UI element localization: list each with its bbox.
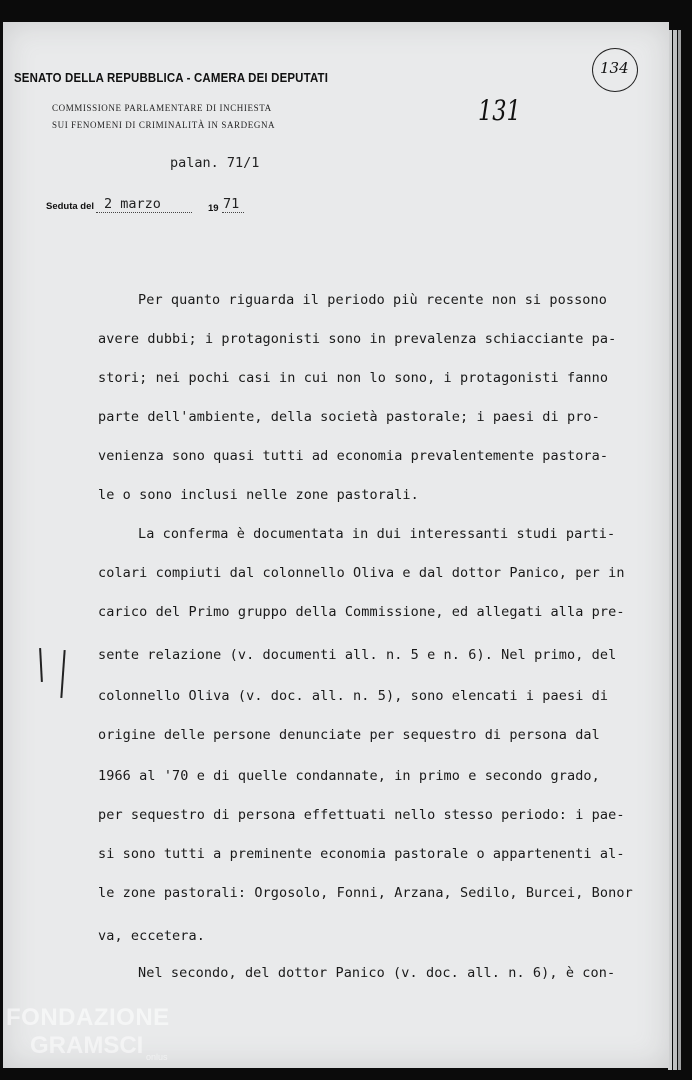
institution-header: SENATO DELLA REPUBBLICA - CAMERA DEI DEPUTATI	[14, 70, 329, 85]
watermark-line-3: onlus	[146, 1052, 168, 1062]
body-line: origine delle persone denunciate per sequestro di persona dal	[98, 727, 600, 743]
seduta-date: 2 marzo	[104, 196, 161, 212]
body-line: le o sono inclusi nelle zone pastorali.	[98, 487, 419, 503]
body-line: venienza sono quasi tutti ad economia prevalentemente pastora-	[98, 448, 609, 464]
body-line: va, eccetera.	[98, 928, 205, 944]
body-line: carico del Primo gruppo della Commissione, ed allegati alla pre-	[98, 604, 625, 620]
year-prefix: 19	[208, 203, 219, 214]
body-line: stori; nei pochi casi in cui non lo sono, i protagonisti fanno	[98, 370, 609, 386]
seduta-label: Seduta del	[46, 201, 95, 212]
body-line: La conferma è documentata in dui interessanti studi parti-	[138, 526, 616, 542]
handwritten-page-number: 131	[478, 94, 521, 127]
body-line: colonnello Oliva (v. doc. all. n. 5), sono elencati i paesi di	[98, 688, 609, 704]
document-page	[3, 22, 669, 1068]
commission-line-1: COMMISSIONE PARLAMENTARE DI INCHIESTA	[52, 103, 272, 113]
body-line: sente relazione (v. documenti all. n. 5 e n. 6). Nel primo, del	[98, 647, 617, 663]
body-line: avere dubbi; i protagonisti sono in prevalenza schiacciante pa-	[98, 331, 617, 347]
commission-line-2: SUI FENOMENI DI CRIMINALITÀ IN SARDEGNA	[52, 120, 276, 130]
watermark-line-2: GRAMSCI	[30, 1032, 144, 1059]
page-edge	[673, 30, 677, 1070]
date-dotted-line	[96, 212, 192, 213]
body-line: le zone pastorali: Orgosolo, Fonni, Arzana, Sedilo, Burcei, Bonor	[98, 885, 633, 901]
year-dotted-line	[222, 212, 244, 213]
body-line: colari compiuti dal colonnello Oliva e dal dottor Panico, per in	[98, 565, 625, 581]
body-line: per sequestro di persona effettuati nello stesso periodo: i pae-	[98, 807, 625, 823]
body-line: Per quanto riguarda il periodo più recente non si possono	[138, 292, 607, 308]
body-line: parte dell'ambiente, della società pastorale; i paesi di pro-	[98, 409, 600, 425]
year-suffix: 71	[223, 196, 240, 212]
circled-number-text: 134	[600, 59, 629, 77]
body-line: Nel secondo, del dottor Panico (v. doc. all. n. 6), è con-	[138, 965, 616, 981]
page-edge	[678, 30, 681, 1070]
body-line: si sono tutti a preminente economia pastorale o appartenenti al-	[98, 846, 625, 862]
watermark-line-1: FONDAZIONE	[6, 1004, 170, 1031]
body-line: 1966 al '70 e di quelle condannate, in primo e secondo grado,	[98, 768, 600, 784]
circled-page-number	[592, 48, 638, 92]
protocol-number: palan. 71/1	[170, 155, 260, 171]
